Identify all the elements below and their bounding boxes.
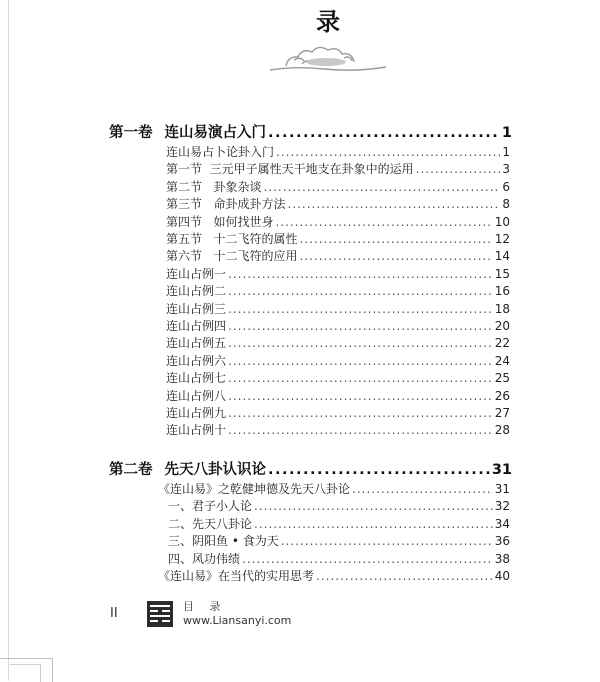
- toc-entry[interactable]: [166, 265, 510, 282]
- toc-entry-label: 连山占例五: [166, 336, 227, 350]
- dot-leader: [268, 125, 500, 141]
- dot-leader: [276, 145, 500, 159]
- toc-entry[interactable]: [166, 195, 510, 212]
- toc-entry-page: 28: [494, 423, 510, 437]
- cloud-ornament-icon: [266, 40, 390, 76]
- toc-entry[interactable]: [168, 515, 510, 532]
- toc-entry-page: 32: [494, 499, 510, 513]
- dot-leader: [228, 406, 493, 420]
- toc-entry[interactable]: [158, 567, 510, 584]
- toc-entry-label: 第一节 三元甲子属性天干地支在卦象中的运用: [166, 162, 414, 176]
- toc-entry-page: 18: [494, 302, 510, 316]
- footer-section-title: 目 录: [183, 600, 227, 613]
- dot-leader: [228, 371, 493, 385]
- toc-entry[interactable]: [166, 247, 510, 264]
- dot-leader: [228, 389, 493, 403]
- toc-entry-label: 《连山易》在当代的实用思考: [158, 569, 315, 583]
- volume-page: 1: [501, 125, 512, 141]
- toc-entry-label: 连山占例三: [166, 302, 227, 316]
- toc-entry-page: 20: [494, 319, 510, 333]
- toc-entry-label: 第五节 十二飞符的属性: [166, 232, 298, 246]
- volume-page: 31: [491, 462, 512, 478]
- dot-leader: [228, 267, 493, 281]
- toc-entry[interactable]: [166, 230, 510, 247]
- volume-heading[interactable]: [109, 121, 512, 142]
- toc-entry-label: 连山占例七: [166, 371, 227, 385]
- volume-title: 连山易演占入门: [164, 125, 266, 141]
- toc-entry[interactable]: [166, 404, 510, 421]
- dot-leader: [228, 302, 493, 316]
- toc-entry-page: 22: [494, 336, 510, 350]
- dot-leader: [242, 552, 493, 566]
- toc-entry[interactable]: [166, 160, 510, 177]
- dot-leader: [254, 517, 493, 531]
- toc-entry-label: 连山占例一: [166, 267, 227, 281]
- dot-leader: [228, 354, 493, 368]
- toc-entry[interactable]: [166, 143, 510, 160]
- footer-url: www.Liansanyi.com: [183, 614, 292, 627]
- toc-entry-label: 连山占例十: [166, 423, 227, 437]
- toc-entry-label: 连山占例八: [166, 389, 227, 403]
- toc-entry[interactable]: [166, 352, 510, 369]
- toc-entry-label: 二、先天八卦论: [168, 517, 253, 531]
- dot-leader: [352, 482, 493, 496]
- toc-entry-page: 34: [494, 517, 510, 531]
- toc-entry-page: 24: [494, 354, 510, 368]
- toc-entry[interactable]: [158, 480, 510, 497]
- toc-entry-page: 3: [502, 162, 510, 176]
- toc-entry-label: 三、阴阳鱼 • 食为天: [168, 534, 279, 548]
- volume-number: 第一卷: [109, 125, 153, 141]
- toc-entry-page: 8: [502, 197, 510, 211]
- toc-entry-label: 《连山易》之乾健坤德及先天八卦论: [158, 482, 351, 496]
- dot-leader: [416, 162, 501, 176]
- toc-entry-page: 15: [494, 267, 510, 281]
- toc-entry-label: 第六节 十二飞符的应用: [166, 249, 298, 263]
- toc-entry-page: 38: [494, 552, 510, 566]
- toc-entry-label: 连山占例四: [166, 319, 227, 333]
- toc-entry[interactable]: [166, 282, 510, 299]
- toc-entry[interactable]: [166, 369, 510, 386]
- toc-entry-page: 40: [494, 569, 510, 583]
- toc-entry-label: 连山易占卜论卦入门: [166, 145, 275, 159]
- toc-entry[interactable]: [168, 550, 510, 567]
- toc-entry[interactable]: [166, 334, 510, 351]
- volume-heading[interactable]: [109, 458, 512, 479]
- dot-leader: [228, 336, 493, 350]
- volume-number: 第二卷: [109, 462, 153, 478]
- dot-leader: [316, 569, 493, 583]
- dot-leader: [228, 319, 493, 333]
- toc-entry[interactable]: [166, 317, 510, 334]
- toc-entry-page: 6: [502, 180, 510, 194]
- toc-entry-label: 第二节 卦象杂谈: [166, 180, 262, 194]
- toc-entry-page: 36: [494, 534, 510, 548]
- toc-entry-page: 10: [494, 215, 510, 229]
- toc-entry-page: 31: [494, 482, 510, 496]
- toc-entry[interactable]: [166, 213, 510, 230]
- volume-title: 先天八卦认识论: [164, 462, 266, 478]
- toc-entry-label: 第三节 命卦成卦方法: [166, 197, 286, 211]
- toc-entry-label: 连山占例二: [166, 284, 227, 298]
- page-title: 录: [316, 8, 340, 36]
- toc-entry-label: 连山占例六: [166, 354, 227, 368]
- toc-entry-page: 14: [494, 249, 510, 263]
- dot-leader: [263, 180, 500, 194]
- toc-entry-page: 16: [494, 284, 510, 298]
- toc-entry-label: 一、君子小人论: [168, 499, 253, 513]
- dot-leader: [299, 232, 492, 246]
- lianshan-logo-icon: [147, 601, 173, 627]
- toc-entry-label: 连山占例九: [166, 406, 227, 420]
- toc-entry[interactable]: [166, 300, 510, 317]
- corner-frame-inner: [10, 664, 41, 682]
- toc-entry[interactable]: [166, 178, 510, 195]
- dot-leader: [281, 534, 493, 548]
- dot-leader: [228, 284, 493, 298]
- dot-leader: [275, 215, 492, 229]
- toc-entry-page: 12: [494, 232, 510, 246]
- dot-leader: [228, 423, 493, 437]
- toc-entry[interactable]: [168, 532, 510, 549]
- toc-entry-page: 26: [494, 389, 510, 403]
- toc-entry-label: 第四节 如何找世身: [166, 215, 274, 229]
- dot-leader: [268, 462, 490, 478]
- toc-entry[interactable]: [166, 421, 510, 438]
- toc-entry[interactable]: [166, 387, 510, 404]
- toc-entry-page: 27: [494, 406, 510, 420]
- dot-leader: [287, 197, 500, 211]
- toc-entry[interactable]: [168, 497, 510, 514]
- page-number: II: [110, 606, 118, 621]
- dot-leader: [299, 249, 492, 263]
- toc-entry-label: 四、风功伟绩: [168, 552, 241, 566]
- toc-entry-page: 1: [502, 145, 510, 159]
- page-edge-line: [8, 0, 9, 681]
- dot-leader: [254, 499, 493, 513]
- toc-entry-page: 25: [494, 371, 510, 385]
